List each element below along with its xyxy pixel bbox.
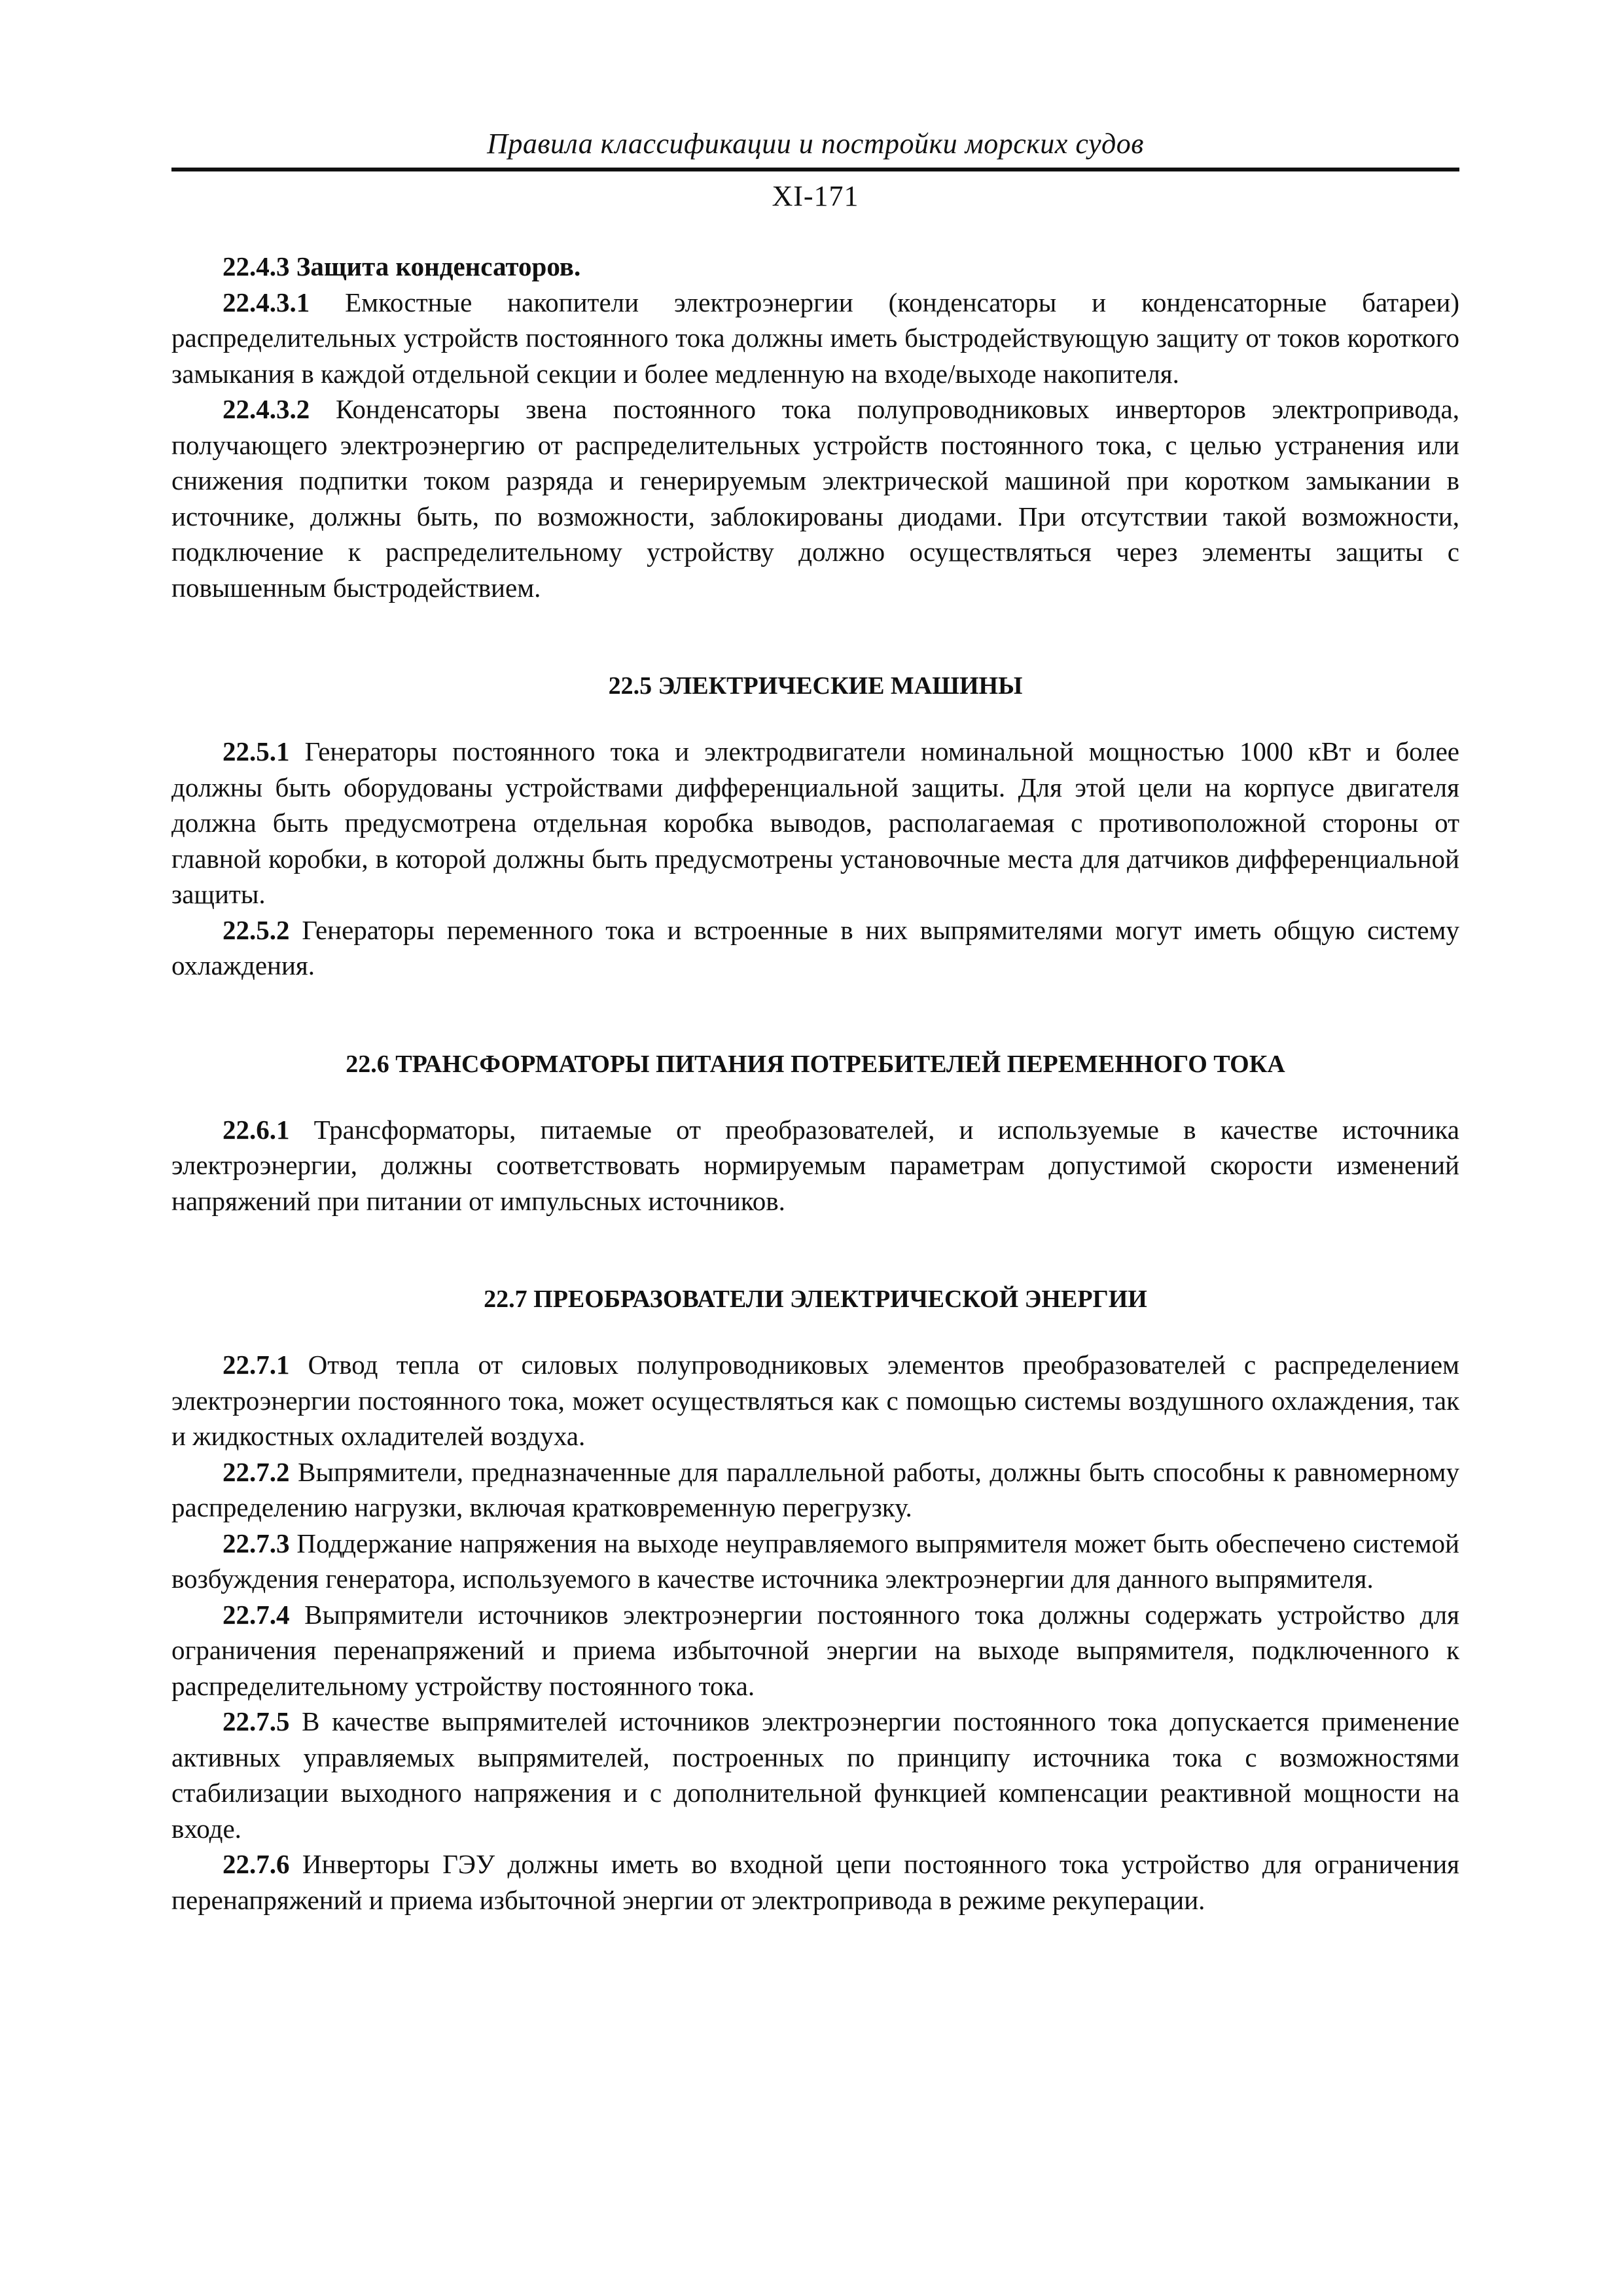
paragraph-22-7-3 <box>171 1526 1459 1597</box>
clause-text: Емкостные накопители электроэнергии (конденсаторы и конденсаторные батареи) распределительных устройств постоянного тока должны иметь быстродействующую защиту от токов короткого замыкания в каждой отдельной секции и более медленную на входе/выходе накопителя. <box>171 287 1459 389</box>
document-body <box>171 249 1459 1918</box>
clause-text: Поддержание напряжения на выходе неуправляемого выпрямителя может быть обеспечено системой возбуждения генератора, используемого в качестве источника электроэнергии для данного выпрямителя. <box>171 1528 1459 1594</box>
clause-text: Генераторы переменного тока и встроенные в них выпрямителями могут иметь общую систему охлаждения. <box>171 914 1459 980</box>
clause-number: 22.5.2 <box>223 914 290 945</box>
clause-number: 22.6.1 <box>223 1114 290 1145</box>
subsection-heading-22-4-3: 22.4.3 Защита конденсаторов. <box>223 251 581 281</box>
clause-number: 22.7.3 <box>223 1528 290 1558</box>
clause-text: Генераторы постоянного тока и электродвигатели номинальной мощностью 1000 кВт и более должны быть оборудованы устройствами дифференциальной защиты. Для этой цели на корпусе двигателя должна быть предусмотрена отдельная коробка выводов, располагаемая с противоположной стороны от главной коробки, в которой должны быть предусмотрены установочные места для датчиков дифференциальной защиты. <box>171 736 1459 909</box>
clause-text: Выпрямители источников электроэнергии постоянного тока должны содержать устройство для ограничения перенапряжений и приема избыточной энергии на выходе выпрямителя, подключенного к распределительному устройству постоянного тока. <box>171 1599 1459 1701</box>
clause-text: Отвод тепла от силовых полупроводниковых элементов преобразователей с распределением электроэнергии постоянного тока, может осуществляться как с помощью системы воздушного охлаждения, так и жидкостных охладителей воздуха. <box>171 1350 1459 1451</box>
header-rule <box>171 168 1459 171</box>
paragraph-22-5-2 <box>171 912 1459 984</box>
clause-number: 22.7.4 <box>223 1599 290 1630</box>
clause-number: 22.4.3.1 <box>223 287 310 317</box>
clause-text: Трансформаторы, питаемые от преобразователей, и используемые в качестве источника электроэнергии, должны соответствовать нормируемым параметрам допустимой скорости изменений напряжений при питании от импульсных источников. <box>171 1114 1459 1216</box>
clause-text: В качестве выпрямителей источников электроэнергии постоянного тока допускается применение активных управляемых выпрямителей, построенных по принципу источника тока с возможностями стабилизации выходного напряжения и с дополнительной функцией компенсации реактивной мощности на входе. <box>171 1706 1459 1844</box>
clause-text: Инверторы ГЭУ должны иметь во входной цепи постоянного тока устройство для ограничения перенапряжений и приема избыточной энергии от электропривода в режиме рекуперации. <box>171 1849 1459 1915</box>
section-heading-22-6: 22.6 ТРАНСФОРМАТОРЫ ПИТАНИЯ ПОТРЕБИТЕЛЕЙ ПЕРЕМЕННОГО ТОКА <box>346 1050 1285 1078</box>
clause-text: Выпрямители, предназначенные для параллельной работы, должны быть способны к равномерному распределению нагрузки, включая кратковременную перегрузку. <box>171 1456 1459 1522</box>
clause-number: 22.7.2 <box>223 1456 290 1487</box>
paragraph-22-6-1 <box>171 1112 1459 1219</box>
clause-text: Конденсаторы звена постоянного тока полупроводниковых инверторов электропривода, получающего электроэнергию от распределительных устройств постоянного тока, с целью устранения или снижения подпитки током разряда и генерируемым электрической машиной при коротком замыкании в источнике, должны быть, по возможности, заблокированы диодами. При отсутствии такой возможности, подключение к распределительному устройству должно осуществляться через элементы защиты с повышенным быстродействием. <box>171 394 1459 603</box>
paragraph-22-7-5 <box>171 1704 1459 1846</box>
running-header: Правила классификации и постройки морских судов <box>487 128 1144 160</box>
clause-number: 22.7.5 <box>223 1706 290 1736</box>
paragraph-22-7-6 <box>171 1846 1459 1918</box>
clause-number: 22.7.6 <box>223 1849 290 1879</box>
clause-number: 22.4.3.2 <box>223 394 310 424</box>
clause-number: 22.5.1 <box>223 736 290 766</box>
page-number: XI-171 <box>772 180 859 212</box>
document-page <box>171 124 1459 1918</box>
clause-number: 22.7.1 <box>223 1350 290 1380</box>
paragraph-22-7-4 <box>171 1597 1459 1704</box>
paragraph-22-7-1 <box>171 1347 1459 1454</box>
section-heading-22-7: 22.7 ПРЕОБРАЗОВАТЕЛИ ЭЛЕКТРИЧЕСКОЙ ЭНЕРГИИ <box>484 1285 1147 1313</box>
paragraph-22-4-3-1 <box>171 285 1459 392</box>
paragraph-22-5-1 <box>171 734 1459 912</box>
paragraph-22-7-2 <box>171 1454 1459 1526</box>
section-heading-22-5: 22.5 ЭЛЕКТРИЧЕСКИЕ МАШИНЫ <box>608 672 1023 700</box>
paragraph-22-4-3-2 <box>171 391 1459 605</box>
